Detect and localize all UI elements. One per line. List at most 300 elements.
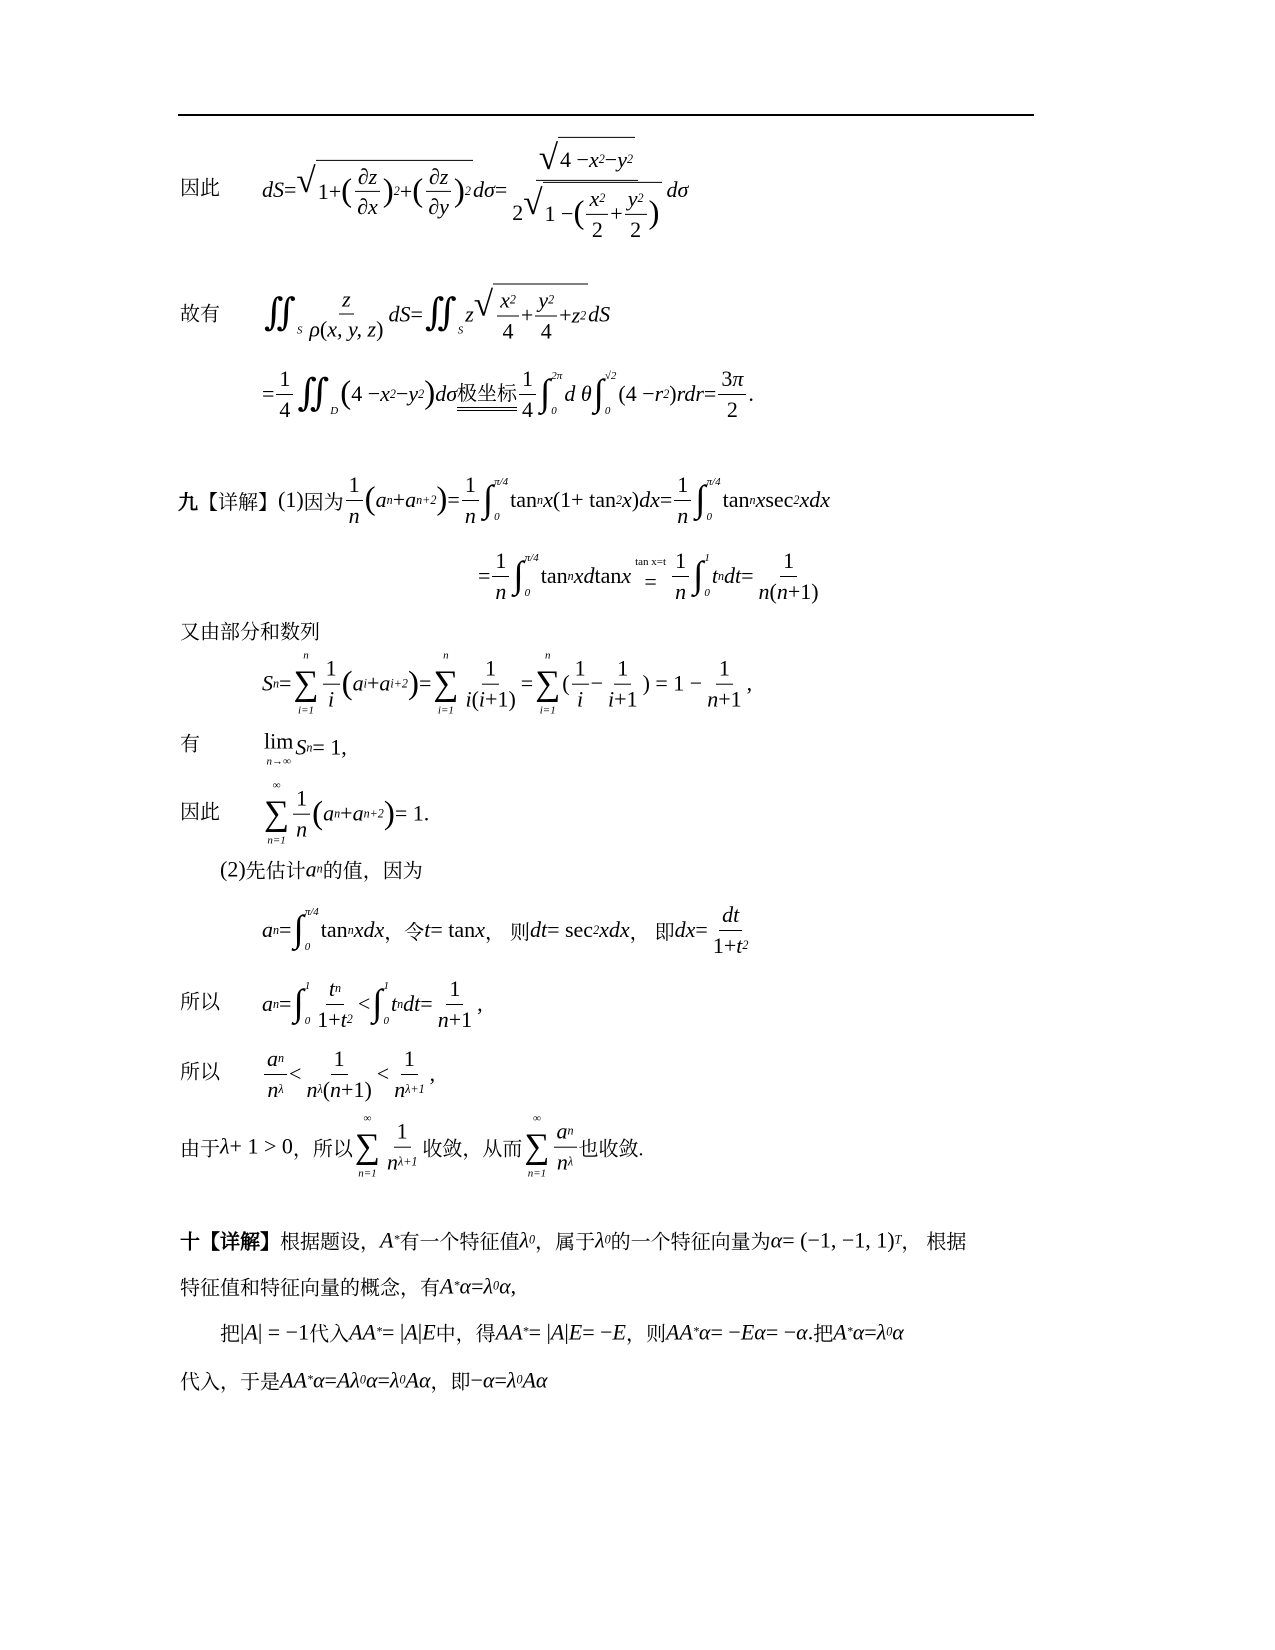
fraction (586, 185, 608, 243)
numerator (276, 365, 293, 395)
integral-limits (494, 476, 508, 524)
math-text: ( (471, 686, 479, 712)
denominator (756, 577, 822, 606)
denominator (674, 501, 691, 530)
equation-series-sum (262, 780, 429, 849)
text-run: 【详解】 (198, 491, 278, 514)
integral-limits (330, 370, 338, 418)
math-symbol: n (758, 578, 770, 604)
text-run: 由于 (180, 1138, 220, 1161)
math-symbol: xdx (599, 917, 630, 942)
math-text: 1 (333, 1046, 345, 1071)
superscript: 2 (626, 151, 634, 166)
numerator (586, 185, 608, 215)
math-text: = (324, 1367, 337, 1392)
math-symbol: z (342, 286, 351, 311)
fraction (519, 365, 536, 423)
subscript: 0 (886, 1324, 893, 1339)
math-symbol: x (755, 487, 766, 512)
math-symbol: dS (262, 176, 284, 202)
math-text: 4 − (351, 381, 381, 406)
math-symbol: α (365, 1367, 378, 1392)
fraction (572, 655, 589, 713)
math-text: 1 (677, 472, 689, 497)
math-text: 1 (403, 1046, 415, 1071)
square-root (474, 284, 588, 345)
superscript: 2 (418, 386, 425, 401)
math-text: 4 (502, 318, 514, 343)
math-symbol: a (352, 670, 364, 696)
math-text: < (289, 1061, 302, 1086)
superscript: * (846, 1324, 853, 1339)
fraction (462, 655, 518, 713)
upper-limit: 1 (304, 980, 311, 992)
superscript: n (335, 981, 342, 996)
math-text: = | (528, 1319, 551, 1344)
superscript: 2 (637, 191, 644, 206)
math-symbol: Aα (522, 1367, 548, 1392)
line-label: 又由部分和数列 (180, 621, 320, 644)
math-text: 1 (522, 366, 534, 391)
section-10-intro (180, 1226, 966, 1255)
integral (594, 370, 617, 418)
subscript: n+2 (416, 492, 437, 507)
math-text: 1 (718, 655, 730, 681)
math-text: (1+ tan (552, 487, 616, 512)
sigma-icon: ∑ (433, 663, 459, 703)
math-symbol: t (736, 932, 743, 958)
math-symbol: dt (722, 902, 740, 927)
math-text: + (610, 201, 623, 227)
radicand (493, 284, 588, 345)
math-text: +1 (448, 1006, 473, 1032)
math-symbol: n (464, 502, 476, 528)
denominator (354, 192, 381, 221)
text-run: 先估计 (245, 860, 306, 883)
upper-limit: 2π (551, 370, 563, 382)
denominator (306, 315, 386, 344)
math-text: tan (510, 487, 538, 512)
fraction (354, 162, 381, 220)
text-run: 也收敛. (578, 1138, 644, 1161)
upper-limit: n (443, 649, 449, 662)
subscript: 0 (493, 1278, 500, 1293)
integral-icon: ∫ (540, 372, 551, 414)
math-symbol: x (622, 487, 632, 512)
math-symbol: E (612, 1319, 626, 1344)
lower-limit: 0 (494, 510, 500, 523)
integral (293, 980, 310, 1028)
math-text: − (604, 146, 618, 172)
line-label: 所以 (180, 1061, 220, 1084)
bracket: ( (340, 375, 352, 412)
lower-limit: i=1 (298, 705, 314, 718)
math-text: 1 (617, 655, 629, 681)
numerator (346, 471, 363, 501)
math-text: tan (722, 487, 750, 512)
lower-limit: n=1 (267, 835, 286, 848)
math-symbol: a (379, 670, 391, 696)
superscript: λ+1 (405, 1081, 425, 1096)
math-text: +1 (614, 686, 638, 712)
math-text: 1 (675, 548, 687, 573)
numerator (426, 162, 451, 192)
text-run: 中，得 (435, 1323, 496, 1346)
lower-limit: 0 (706, 510, 713, 523)
superscript: * (522, 1324, 529, 1339)
fraction (384, 1118, 420, 1176)
math-symbol: dσ (435, 381, 458, 406)
math-symbol: λ (876, 1319, 887, 1344)
lower-limit: n→∞ (266, 755, 291, 768)
numerator (331, 1045, 348, 1075)
fraction (276, 365, 293, 423)
bracket: ( (341, 172, 353, 209)
math-symbol: λ (519, 1227, 530, 1252)
numerator (572, 655, 589, 685)
superscript: n (347, 922, 354, 937)
math-text: | (417, 1319, 423, 1344)
math-symbol: n (330, 1076, 342, 1102)
math-text: − (470, 1367, 483, 1392)
bracket: ) (453, 172, 465, 209)
numerator (625, 185, 647, 215)
numerator (614, 655, 631, 685)
denominator (276, 395, 293, 424)
math-text: = 1. (394, 800, 430, 826)
text-run: 根据题设， (280, 1231, 380, 1254)
math-text: = | (382, 1319, 405, 1344)
numerator (355, 162, 380, 192)
square-root (539, 137, 635, 179)
denominator (325, 684, 337, 713)
math-symbol: α (770, 1227, 783, 1252)
math-symbol: x (588, 146, 599, 172)
math-text: ∂ (357, 163, 369, 189)
math-symbol: y (617, 146, 627, 172)
math-symbol: AA (495, 1319, 523, 1344)
math-text: 1+ (317, 178, 342, 204)
math-text: , (477, 991, 483, 1016)
text-run: ， 根据 (901, 1231, 967, 1254)
math-symbol: dx (674, 917, 696, 942)
bracket: ) (382, 172, 394, 209)
math-text: + (392, 487, 406, 512)
math-symbol: y (627, 186, 638, 212)
math-text: sec (765, 487, 794, 512)
integral-limits (305, 906, 319, 954)
superscript: n (537, 492, 544, 507)
math-symbol: A (404, 1319, 418, 1344)
square-root (296, 159, 473, 220)
math-symbol: t (390, 991, 398, 1016)
upper-limit: ∞ (272, 779, 281, 792)
math-text: 2 (726, 396, 738, 422)
denominator (589, 215, 606, 244)
fraction (554, 1118, 577, 1176)
radical-icon: √ (523, 183, 543, 223)
subscript: 0 (604, 1232, 611, 1247)
math-symbol: dS (588, 301, 611, 326)
fraction (306, 285, 386, 343)
text-run: ，所以 (292, 1138, 353, 1161)
integral (483, 476, 508, 524)
summation (524, 1113, 549, 1182)
integral-limits (704, 552, 710, 600)
math-symbol: Aα (405, 1367, 431, 1392)
math-symbol: i (328, 686, 335, 712)
math-symbol: i (465, 686, 472, 712)
math-text: = (262, 381, 275, 406)
numerator (716, 655, 733, 685)
numerator (462, 471, 479, 501)
section-10-line2 (180, 1272, 516, 1301)
math-text: 2 (591, 216, 603, 242)
integral-limits (525, 552, 539, 600)
text-run: 代入 (309, 1323, 350, 1346)
denominator (509, 181, 664, 243)
superscript: 2 (793, 492, 800, 507)
fraction (303, 1045, 374, 1103)
integral-icon: ∬ (297, 372, 330, 414)
equation-partial-sum (262, 650, 752, 719)
line-label: 故有 (180, 303, 220, 326)
fraction (509, 137, 664, 243)
math-text: = (−1, −1, 1) (782, 1227, 895, 1252)
denominator (710, 931, 752, 960)
denominator (293, 814, 310, 843)
math-text: 1 (348, 472, 360, 497)
superscript: 2 (389, 386, 396, 401)
lower-limit: 0 (604, 404, 611, 417)
math-text: + (340, 800, 353, 826)
math-symbol: xd (573, 563, 595, 588)
math-text: 1 (783, 548, 795, 573)
numerator (264, 1045, 287, 1075)
line-label: 有 (180, 733, 200, 756)
denominator (574, 684, 586, 713)
fraction (323, 655, 340, 713)
integral (425, 290, 463, 338)
math-text: = tan (430, 917, 476, 942)
line-label: 因此 (180, 177, 220, 200)
numerator (536, 137, 638, 181)
fraction (425, 162, 452, 220)
math-text: = (494, 1367, 507, 1392)
denominator (391, 1075, 427, 1104)
numerator (718, 365, 746, 395)
math-text: = − (710, 1319, 741, 1344)
subscript: n (273, 922, 280, 937)
math-text: = (659, 487, 673, 512)
upper-limit: π/4 (304, 906, 319, 918)
superscript: n (397, 996, 404, 1011)
math-symbol: y (538, 287, 549, 313)
fraction (672, 547, 689, 605)
math-text: tan (594, 563, 622, 588)
subscript: n (316, 861, 323, 876)
bracket: ( (573, 195, 585, 232)
math-text: = 1, (312, 735, 347, 760)
math-text: (4 − (618, 381, 655, 406)
integral-limits (383, 980, 389, 1028)
math-symbol: α (698, 1319, 711, 1344)
math-text: ) (669, 381, 677, 406)
math-text: | = −1 (257, 1319, 310, 1344)
denominator (605, 684, 641, 713)
math-symbol: α (852, 1319, 865, 1344)
equation-an-bound (262, 975, 483, 1033)
denominator (384, 1147, 420, 1176)
math-text: +1) (485, 686, 516, 712)
math-symbol: α (892, 1319, 904, 1344)
math-text: ( (322, 1076, 331, 1102)
integral-limits (305, 980, 311, 1028)
math-text: 2 (512, 199, 524, 225)
math-text: = (279, 991, 292, 1016)
numerator (497, 287, 519, 317)
text-run: 把 (813, 1323, 834, 1346)
numerator (672, 547, 689, 577)
superscript: * (453, 1278, 460, 1293)
subscript: n (273, 676, 280, 691)
integral-icon: ∬ (264, 292, 296, 334)
numerator (293, 785, 310, 815)
math-symbol: λ (595, 1227, 605, 1252)
fraction (625, 185, 647, 243)
math-symbol: a (375, 487, 387, 512)
text-run: ，属于 (535, 1231, 596, 1254)
upper-limit: n (303, 649, 309, 662)
integral-icon: ∫ (293, 908, 304, 950)
math-symbol: Aλ (336, 1367, 360, 1392)
denominator (435, 1005, 475, 1034)
denominator (519, 395, 536, 424)
math-text: = (418, 670, 432, 696)
math-text: +1) (341, 1076, 372, 1102)
upper-limit: π/4 (706, 476, 721, 488)
superscript: 2 (346, 1011, 353, 1026)
math-text: = (410, 301, 423, 326)
math-symbol: α (482, 1367, 495, 1392)
subscript: i+2 (390, 676, 408, 691)
math-symbol: i (478, 686, 486, 712)
math-symbol: a (305, 856, 317, 881)
math-text: (2) (220, 856, 246, 881)
math-text: 1 (325, 655, 337, 681)
math-text: 1 (485, 655, 497, 681)
math-symbol: dt (529, 917, 548, 942)
denominator (425, 192, 452, 221)
bracket: ( (312, 795, 324, 832)
math-symbol: i (577, 686, 584, 712)
lower-limit: S (296, 324, 303, 337)
upper-limit: π/4 (524, 552, 539, 564)
denominator (492, 577, 509, 606)
math-text: = − (765, 1319, 797, 1344)
upper-limit: 1 (383, 980, 389, 992)
fraction (718, 365, 746, 423)
math-symbol: n (707, 686, 719, 712)
subscript: n (386, 492, 393, 507)
substitution-note: tan x=t (635, 556, 667, 569)
math-symbol: x (500, 287, 510, 313)
math-text: = (494, 176, 508, 202)
upper-limit: 1 (704, 552, 710, 564)
math-symbol: t (328, 976, 336, 1001)
integral (693, 552, 710, 600)
math-symbol: a (323, 800, 335, 826)
summation (293, 650, 318, 719)
math-symbol: E (568, 1319, 583, 1344)
superscript: 2 (599, 191, 606, 206)
math-symbol: x (543, 487, 553, 512)
math-text: = (520, 670, 534, 696)
section-10-line3 (220, 1318, 904, 1347)
math-symbol: π (732, 366, 744, 391)
math-symbol: x (475, 917, 485, 942)
math-text: + (399, 178, 413, 204)
math-symbol: n (675, 578, 687, 604)
lower-limit: 0 (383, 1014, 389, 1027)
math-symbol: dS (388, 301, 411, 326)
math-symbol: y (439, 193, 449, 219)
math-symbol: α (796, 1319, 808, 1344)
math-symbol: S (262, 670, 273, 696)
subscript: n (567, 1124, 574, 1139)
integral-limits (605, 370, 617, 418)
superscript: λ+1 (397, 1154, 418, 1169)
equation-surface-integral (262, 284, 610, 345)
text-run: 代入，于是 (180, 1371, 280, 1394)
denominator (627, 215, 644, 244)
numerator (326, 975, 344, 1005)
fraction (293, 785, 310, 843)
upper-limit: π/4 (494, 476, 509, 488)
math-text: 1 (279, 366, 291, 391)
numerator (446, 975, 463, 1005)
bracket: ) (407, 665, 419, 702)
summation (264, 780, 289, 849)
math-symbol: n (495, 578, 507, 604)
math-text: 1 (464, 472, 476, 497)
math-symbol: n (306, 1076, 318, 1102)
lower-limit: i=1 (539, 705, 556, 718)
superscript: * (692, 1324, 699, 1339)
subscript: n (273, 996, 280, 1011)
lower-limit: 0 (304, 1014, 311, 1027)
math-text: = (447, 487, 460, 512)
math-text: = (377, 1367, 390, 1392)
superscript: T (894, 1232, 902, 1247)
superscript: 2 (742, 937, 749, 952)
sigma-icon: ∑ (524, 1126, 550, 1166)
math-symbol: n (556, 1149, 568, 1175)
math-text: 4 (279, 396, 291, 422)
numerator (535, 287, 557, 317)
radical-icon: √ (473, 284, 494, 324)
equation-substitution (478, 547, 824, 605)
integral-limits (297, 290, 303, 338)
math-symbol: xdx (799, 487, 830, 512)
equation-limit (262, 728, 347, 769)
math-text: ∂ (357, 193, 369, 219)
numerator (519, 365, 536, 395)
upper-limit: ∞ (533, 1112, 541, 1125)
superscript: n (717, 568, 724, 583)
math-symbol: A (380, 1227, 394, 1252)
numerator (554, 1118, 577, 1148)
